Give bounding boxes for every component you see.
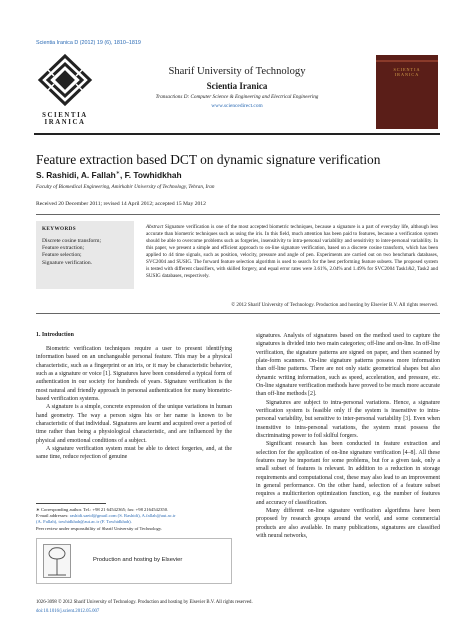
keyword-item: Discrete cosine transform; (42, 238, 102, 244)
body-paragraph-continued: signatures. Analysis of signatures based on the method used to capture the signatures is divided into two main categories; off-line and on-line. In off-line verification, the signature patterns are signed on paper, and then scanned by plate-form scanners. On-line signature patterns possess more information than off-line patterns. There are not only static geometrical shapes but also dynamic writing information, such as speed, acceleration, and pressure, etc. On-line signature verification methods have proved to be much more accurate than off-line methods [2]. (256, 333, 440, 398)
doi-link[interactable]: doi:10.1016/j.scient.2012.05.007 (36, 609, 100, 614)
peer-review-note: Peer review under responsibility of Sharif University of Technology. (36, 526, 162, 531)
journal-homepage-link[interactable]: www.sciencedirect.com (211, 103, 263, 109)
divider (36, 313, 440, 314)
journal-citation[interactable]: Scientia Iranica D (2012) 19 (6), 1810–1819 (36, 40, 141, 46)
body-paragraph: Signatures are subject to intra-personal variations. Hence, a signature verification system is feasible only if the system is insensitive to intra-personal variability, but sensitive to inter-personal variability [3]. Even when insensitive to intra-personal variations, the system must possess the discriminating power to foil skilful forgers. (256, 399, 440, 439)
body-column-right (256, 332, 440, 540)
body-paragraph: Biometric verification techniques require a user to present identifying information based on an unchangeable personal feature. This may be a physical characteristic, such as a fingerprint or an iris, or it may be characteristic behavior, such as a signature or voice [1]. Signatures have been considered a typical form of authentication in our society for hundreds of years. Signature verification is the most natural and friendly approach in personal authentication for many biometric-based verification systems. (36, 346, 232, 402)
author-names-last[interactable]: , F. Towhidkhah (119, 170, 182, 180)
body-paragraph: Significant research has been conducted in feature extraction and selection for the application of on-line signature verification [4–8]. All these features may be important for some problems, but for a given task, only a small subset of features is relevant. In addition to a reduction in storage requirements and computational cost, these may also lead to an improvement in general performance. On the other hand, selection of a feature subset requires a multicriterion optimization function, e.g. the number of features and accuracy of classification. (256, 441, 440, 506)
body-paragraph: A signature verification system must be able to detect forgeries, and, at the same time, reduce rejection of genuine (36, 445, 232, 461)
body-column-left (36, 345, 232, 462)
footnote-rule (36, 503, 106, 504)
header-divider (34, 133, 440, 135)
journal-name: Scientia Iranica (206, 81, 268, 91)
footnote-contact: ∗ Corresponding author. Tel.: +98 21 64542365; fax: +98 2164542350. (36, 507, 169, 512)
divider (36, 214, 440, 215)
issn-copyright-line: 1026-3098 © 2012 Sharif University of Technology. Production and hosting by Elsevier B.V. All rights reserved. (36, 600, 253, 605)
journal-header-text (112, 53, 362, 109)
journal-transactions: Transactions D: Computer Science & Engineering and Electrical Engineering (155, 94, 319, 100)
elsevier-logo-icon[interactable] (43, 544, 71, 578)
article-history: Received 20 December 2011; revised 14 April 2012; accepted 15 May 2012 (36, 201, 206, 207)
scientia-iranica-logo (34, 53, 96, 127)
email-links[interactable]: (A. Fallah), towhidkhah@aut.ac.ir (F. Towhidkhah). (36, 519, 132, 525)
logo-emblem-icon (34, 53, 96, 111)
footnote-emails: E-mail addresses: rashidi.saeid@gmail.com (S. Rashidi), A.fallah@aut.ac.ir (36, 513, 176, 519)
article-title: Feature extraction based DCT on dynamic signature verification (36, 152, 381, 167)
keyword-item: Feature selection; (42, 252, 82, 259)
author-affiliation: Faculty of Biomedical Engineering, Amirkabir University of Technology, Tehran, Iran (36, 184, 215, 190)
abstract (146, 224, 438, 280)
footnote-corresponding-author (36, 507, 236, 525)
university-name: Sharif University of Technology (168, 66, 306, 77)
keywords-heading: KEYWORDS (42, 226, 77, 232)
journal-masthead (34, 53, 440, 131)
abstract-label: Abstract (146, 224, 164, 230)
hosting-box (36, 538, 232, 584)
article-authors (36, 170, 182, 180)
logo-caption: SCIENTIA IRANICA (42, 112, 88, 127)
abstract-copyright: © 2012 Sharif University of Technology. Production and hosting by Elsevier B.V. All rights reserved. (231, 302, 438, 308)
abstract-text: Signature verification is one of the most accepted biometric techniques, because a signature is a part of everyday life, although less accurate than biometric techniques such as using the iris. In this field, much attention has been paid to features, because a verification system should be able to overcome problems such as forgeries, insensitivity to intra-personal variability and sensitivity to inter-personal variability. In this paper, we present a simple and efficient approach to on-line signature verification, based on a discrete cosine transform, which has been applied to 44 time signals, such as position, velocity, pressure and angle of pen. Experiments are carried out on two benchmark databases, SVC2004 and SUSIG. The forward feature selection algorithm is used to search for the best performing feature subsets. The proposed system is tested with different classifiers, with skilled forgery, and equal error rates were 3.61%, 2.04% and 1.49% for SVC2004 Task1&2, Task2 and SUSIG databases, respectively. (146, 224, 439, 280)
keywords-box (36, 221, 134, 289)
corresponding-author-mark[interactable]: ∗ (115, 170, 120, 177)
keyword-item: Signature verification. (42, 259, 93, 266)
cover-band (376, 60, 438, 62)
keyword-item: Feature extraction; (42, 245, 85, 252)
body-paragraph: Many different on-line signature verification algorithms have been proposed by research groups around the world, and some commercial products are also available. In many publications, signatures are classified with neural networks, (256, 507, 440, 539)
body-paragraph: A signature is a simple, concrete expression of the unique variations in human hand geometry. The way a person signs his or her name is known to be characteristic of that individual. Signatures are learnt and acquired over a period of time rather than being a physiological characteristic, and are influenced by the physical and emotional conditions of a subject. (36, 404, 232, 444)
section-heading-introduction: 1. Introduction (36, 332, 74, 338)
hosting-label: Production and hosting by Elsevier (93, 557, 183, 563)
email-links[interactable]: rashidi.saeid@gmail.com (S. Rashidi), A.fallah@aut.ac.ir (69, 513, 176, 519)
journal-cover-image[interactable] (376, 55, 438, 129)
author-names-first[interactable]: S. Rashidi, A. Fallah (36, 170, 116, 180)
cover-title: SCIENTIA IRANICA (393, 67, 421, 77)
